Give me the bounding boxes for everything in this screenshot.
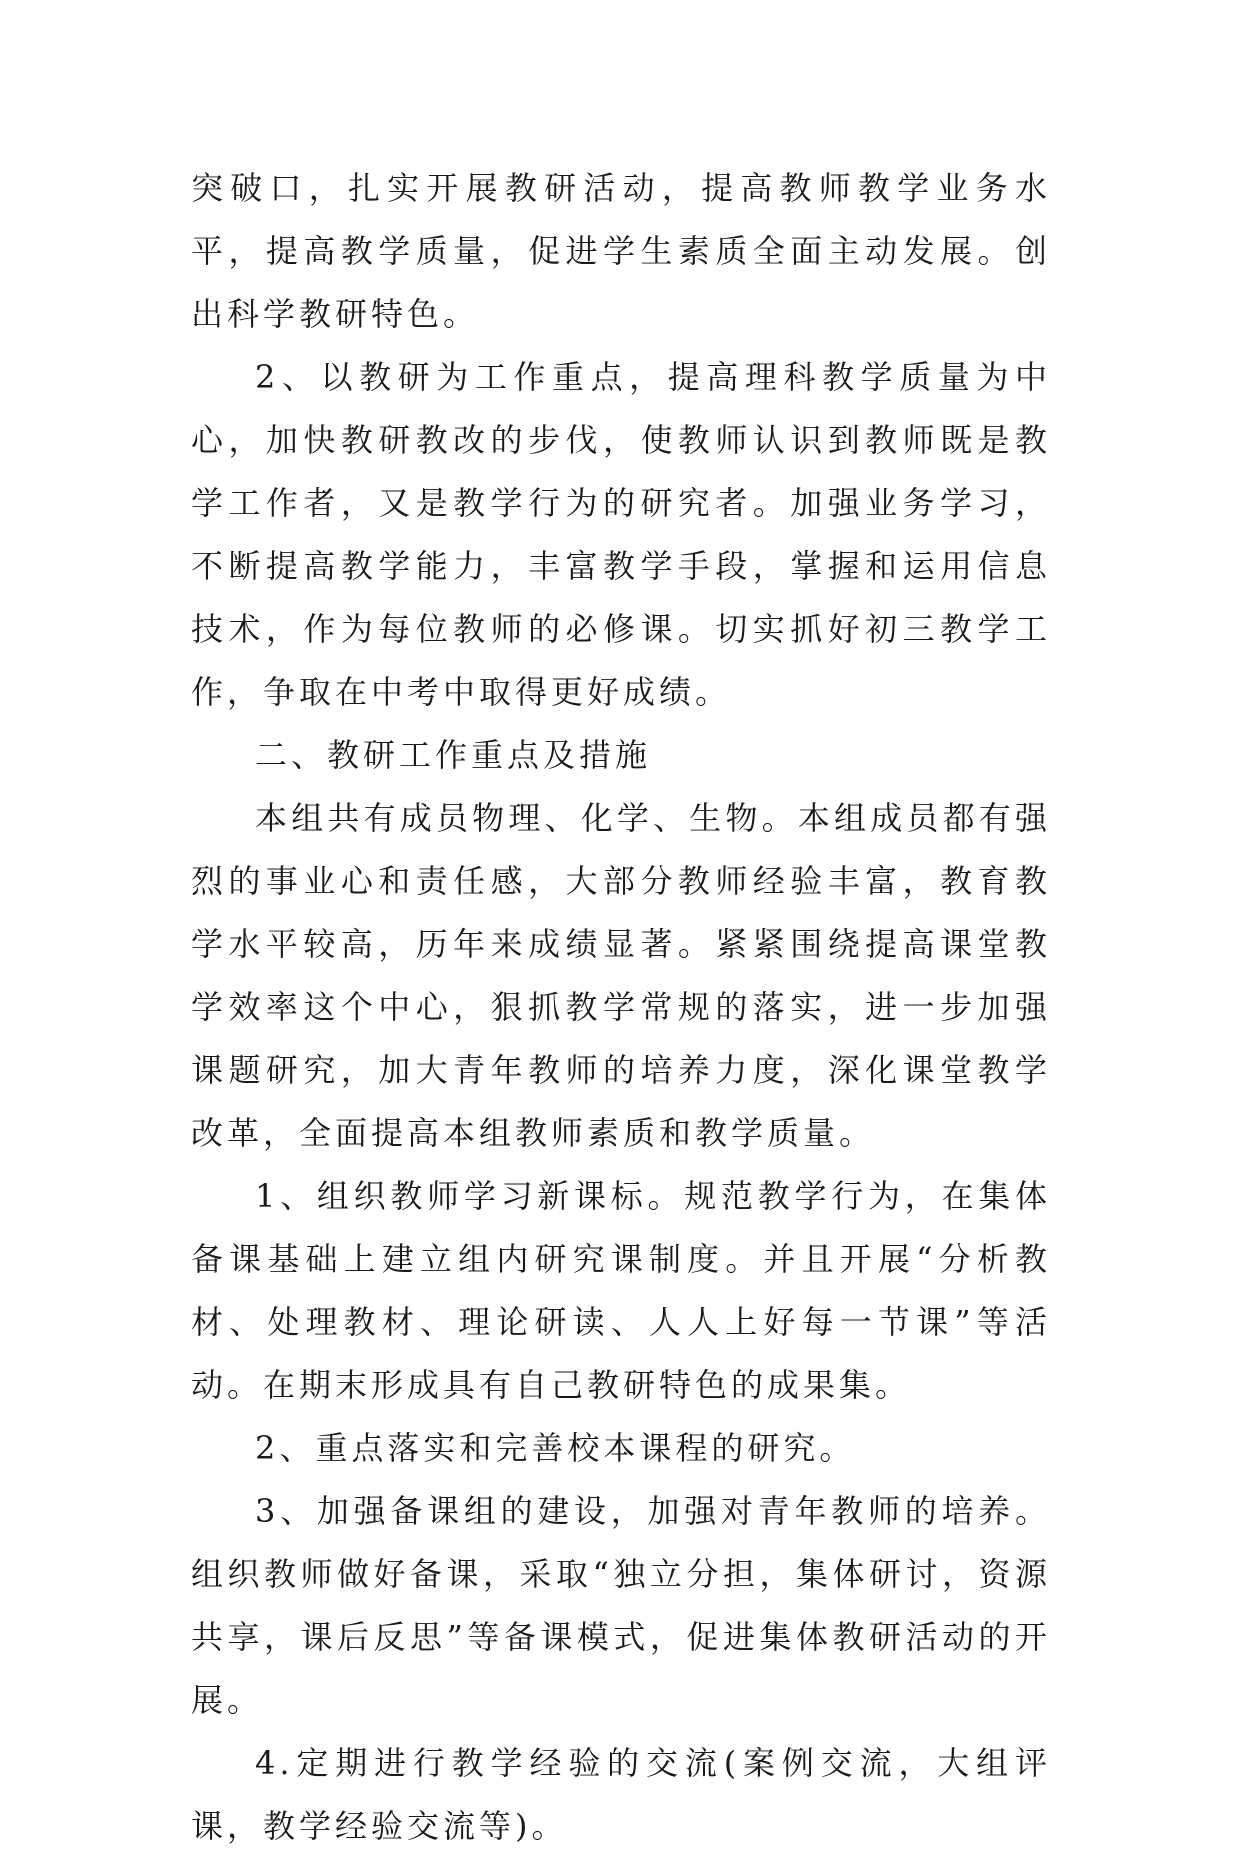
- list-item-4: 4.定期进行教学经验的交流(案例交流，大组评课，教学经验交流等)。: [191, 1744, 1051, 1845]
- paragraph-1: 突破口，扎实开展教研活动，提高教师教学业务水平，提高教学质量，促进学生素质全面主动发展。创出科学教研特色。: [191, 169, 1051, 333]
- paragraph-2: 2、以教研为工作重点，提高理科教学质量为中心，加快教研教改的步伐，使教师认识到教师既是教学工作者，又是教学行为的研究者。加强业务学习，不断提高教学能力，丰富教学手段，掌握和运用信息技术，作为每位教师的必修课。切实抓好初三教学工作，争取在中考中取得更好成绩。: [191, 358, 1051, 711]
- document-body: [191, 157, 1051, 1858]
- list-item-3: 3、加强备课组的建设，加强对青年教师的培养。组织教师做好备课，采取“独立分担，集体研讨，资源共享，课后反思”等备课模式，促进集体教研活动的开展。: [191, 1492, 1051, 1719]
- section-heading: 二、教研工作重点及措施: [255, 736, 652, 774]
- list-item-1: 1、组织教师学习新课标。规范教学行为，在集体备课基础上建立组内研究课制度。并且开展“分析教材、处理教材、理论研读、人人上好每一节课”等活动。在期末形成具有自己教研特色的成果集。: [191, 1177, 1051, 1404]
- list-item-2: 2、重点落实和完善校本课程的研究。: [255, 1429, 856, 1467]
- paragraph-3: 本组共有成员物理、化学、生物。本组成员都有强烈的事业心和责任感，大部分教师经验丰富，教育教学水平较高，历年来成绩显著。紧紧围绕提高课堂教学效率这个中心，狠抓教学常规的落实，进一步加强课题研究，加大青年教师的培养力度，深化课堂教学改革，全面提高本组教师素质和教学质量。: [191, 799, 1051, 1152]
